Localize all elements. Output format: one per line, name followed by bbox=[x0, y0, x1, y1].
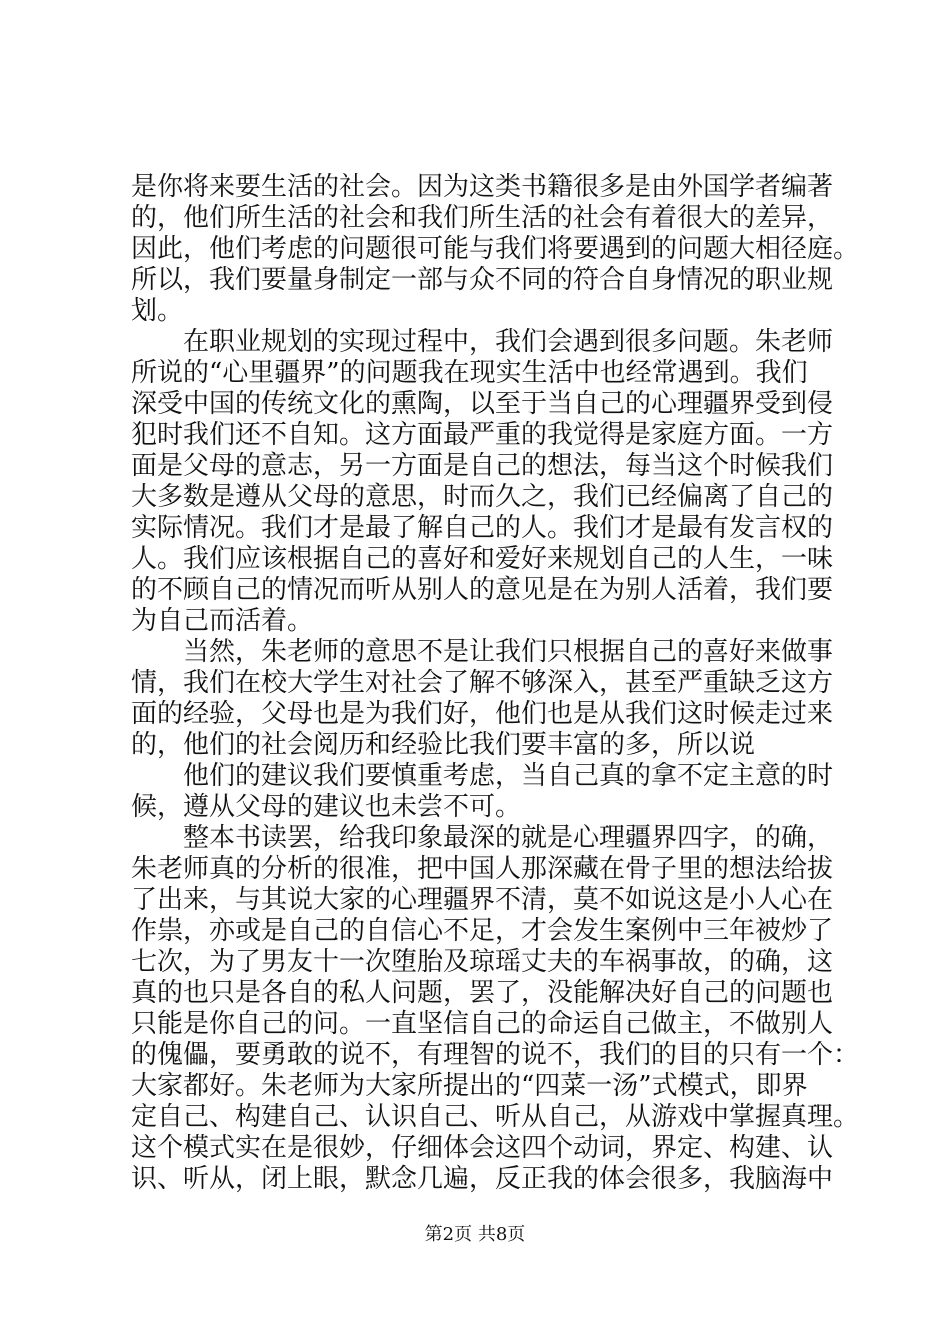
text-line: 定自己、构建自己、认识自己、听从自己，从游戏中掌握真理。 bbox=[131, 1102, 860, 1132]
text-line: 的，他们的社会阅历和经验比我们要丰富的多，所以说 bbox=[131, 730, 756, 760]
text-line: 当然，朱老师的意思不是让我们只根据自己的喜好来做事 bbox=[131, 637, 834, 667]
text-line: 面是父母的意志，另一方面是自己的想法，每当这个时候我们 bbox=[131, 451, 834, 481]
text-line: 大多数是遵从父母的意思，时而久之，我们已经偏离了自己的 bbox=[131, 482, 834, 512]
text-line: 所说的“心里疆界”的问题我在现实生活中也经常遇到。我们 bbox=[131, 358, 808, 388]
text-line: 人。我们应该根据自己的喜好和爱好来规划自己的人生，一味 bbox=[131, 544, 834, 574]
page-footer: 第2页 共8页 bbox=[424, 1224, 526, 1245]
text-line: 因此，他们考虑的问题很可能与我们将要遇到的问题大相径庭。 bbox=[131, 234, 860, 264]
text-line: 只能是你自己的问。一直坚信自己的命运自己做主，不做别人 bbox=[131, 1009, 834, 1039]
body-text bbox=[131, 172, 860, 1195]
text-line: 的，他们所生活的社会和我们所生活的社会有着很大的差异， bbox=[131, 203, 834, 233]
text-line: 了出来，与其说大家的心理疆界不清，莫不如说这是小人心在 bbox=[131, 885, 834, 915]
text-line: 的傀儡，要勇敢的说不，有理智的说不，我们的目的只有一个： bbox=[131, 1040, 860, 1070]
text-line: 为自己而活着。 bbox=[131, 606, 314, 636]
text-line: 候，遵从父母的建议也未尝不可。 bbox=[131, 792, 522, 822]
text-line: 大家都好。朱老师为大家所提出的“四菜一汤”式模式，即界 bbox=[131, 1071, 808, 1101]
text-line: 作祟，亦或是自己的自信心不足，才会发生案例中三年被炒了 bbox=[131, 916, 834, 946]
text-line: 的不顾自己的情况而听从别人的意见是在为别人活着，我们要 bbox=[131, 575, 834, 605]
text-line: 面的经验，父母也是为我们好，他们也是从我们这时候走过来 bbox=[131, 699, 834, 729]
text-line: 七次，为了男友十一次堕胎及琼瑶丈夫的车祸事故，的确，这 bbox=[131, 947, 834, 977]
text-line: 在职业规划的实现过程中，我们会遇到很多问题。朱老师 bbox=[131, 327, 834, 357]
text-line: 所以，我们要量身制定一部与众不同的符合自身情况的职业规 bbox=[131, 265, 834, 295]
text-line: 整本书读罢，给我印象最深的就是心理疆界四字，的确， bbox=[131, 823, 834, 853]
text-line: 深受中国的传统文化的熏陶，以至于当自己的心理疆界受到侵 bbox=[131, 389, 834, 419]
text-line: 这个模式实在是很妙，仔细体会这四个动词，界定、构建、认 bbox=[131, 1133, 834, 1163]
text-line: 朱老师真的分析的很准，把中国人那深藏在骨子里的想法给拔 bbox=[131, 854, 834, 884]
text-line: 是你将来要生活的社会。因为这类书籍很多是由外国学者编著 bbox=[131, 172, 834, 202]
text-line: 他们的建议我们要慎重考虑，当自己真的拿不定主意的时 bbox=[131, 761, 834, 791]
text-line: 情，我们在校大学生对社会了解不够深入，甚至严重缺乏这方 bbox=[131, 668, 834, 698]
text-line: 识、听从，闭上眼，默念几遍，反正我的体会很多，我脑海中 bbox=[131, 1164, 834, 1194]
text-line: 划。 bbox=[131, 296, 184, 326]
text-line: 实际情况。我们才是最了解自己的人。我们才是最有发言权的 bbox=[131, 513, 834, 543]
text-line: 犯时我们还不自知。这方面最严重的我觉得是家庭方面。一方 bbox=[131, 420, 834, 450]
text-line: 真的也只是各自的私人问题，罢了，没能解决好自己的问题也 bbox=[131, 978, 834, 1008]
